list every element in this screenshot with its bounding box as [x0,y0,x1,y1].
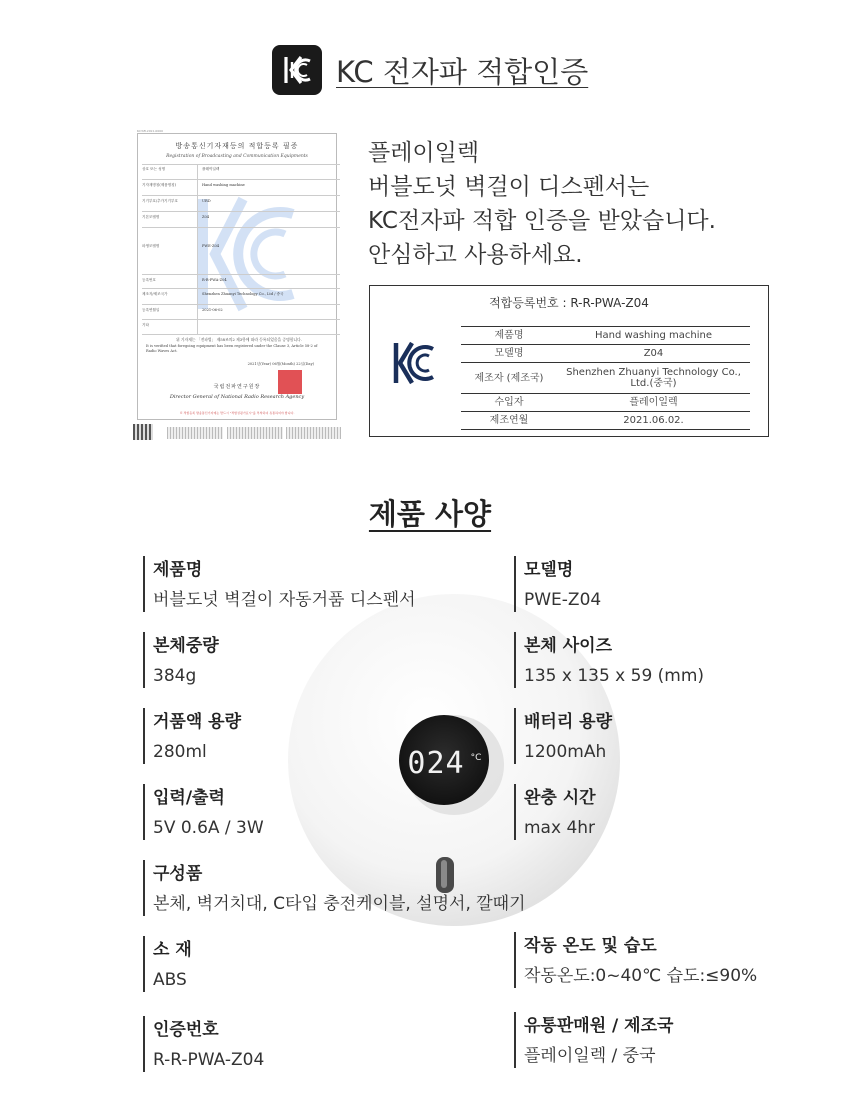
registration-label: 제조자 (제조국) [461,363,557,394]
spec-label: 입력/출력 [153,788,225,808]
certificate-doc-number: KCSR-2021-0000 [137,129,164,133]
spec-label: 소 재 [153,940,192,960]
certificate-row-value: PWE-Z04 [202,244,220,248]
registration-value: Shenzhen Zhuanyi Technology Co., Ltd.(중국) [557,363,750,394]
spec-label: 유통판매원 / 제조국 [524,1016,674,1036]
certificate-row-label: 파생모델명 [142,244,160,248]
certificate-row-label: 등록연월일 [142,308,160,312]
spec-label: 제품명 [153,560,203,580]
spec-item [514,1012,673,1068]
registration-value: 2021.06.02. [557,412,750,430]
certificate-row-value: Z04 [202,215,210,219]
spec-label: 거품액 용량 [153,712,242,732]
spec-item [514,556,601,612]
certificate-row-label: 기타 [142,323,149,327]
certificate-row-label: 기자재명칭(제품명칭) [142,183,177,187]
kc-header-title: KC 전자파 적합인증 [336,54,589,89]
spec-label: 완충 시간 [524,788,596,808]
kc-logo-icon [392,340,436,386]
spec-item [514,632,704,688]
registration-row [461,394,750,412]
certificate-divider [142,274,340,275]
spec-label: 본체 사이즈 [524,636,613,656]
spec-item [514,708,612,764]
certificate-row-label: 기기부호/추가기기부호 [142,199,178,203]
registration-value: Z04 [557,345,750,363]
certificate-frame [137,133,337,420]
spec-value: 본체, 벽거치대, C타입 충전케이블, 설명서, 깔때기 [153,894,526,914]
spec-label: 인증번호 [153,1020,219,1040]
registration-table [461,326,750,430]
certificate-row-value: URD [202,199,211,203]
barcode-strip [167,427,223,439]
spec-item [143,936,192,992]
spec-value: 280ml [153,742,207,762]
certificate-date: 2021년(Year) 06월(Month) 22일(Day) [247,362,314,366]
spec-value: 버블도넛 벽걸이 자동거품 디스펜서 [153,590,416,610]
certificate-divider [142,211,340,212]
certificate-row-label: 제조자/제조국가 [142,292,168,296]
qr-code-icon [133,424,153,440]
display-unit: °C [470,753,482,763]
spec-value: R-R-PWA-Z04 [153,1050,265,1070]
certificate-divider [142,227,340,228]
certificate-divider [142,288,340,289]
spec-value: max 4hr [524,818,596,838]
kc-header [272,44,588,96]
barcode-strip [227,427,283,439]
registration-row [461,327,750,345]
certificate-row-value: Shenzhen Zhuanyi Technology Co., Ltd / 중국 [202,292,284,296]
certificate-row-value: R-R-PWA-Z04 [202,278,227,282]
certificate-row-value: Hand washing machine [202,183,245,187]
spec-value: 135 x 135 x 59 (mm) [524,666,705,686]
spec-item [143,784,264,840]
intro-line: 플레이일렉 [368,140,480,166]
certificate-row-value: 플레이일렉 [202,167,220,171]
spec-label: 구성품 [153,864,203,884]
spec-label: 작동 온도 및 습도 [524,936,657,956]
spec-value: 작동온도:0~40℃ 습도:≤90% [524,966,758,986]
kc-logo-icon [272,45,322,95]
certificate-row-label: 등록번호 [142,278,156,282]
intro-text [368,136,838,272]
certificate-signer-en: Director General of National Radio Research Agency [169,394,305,400]
intro-line: KC전자파 적합 인증을 받았습니다. [368,208,716,234]
certificate-divider [142,164,340,165]
registration-label: 제조연월 [461,412,557,430]
certificate-divider [142,319,340,320]
spec-item [514,784,596,840]
spec-value: PWE-Z04 [524,590,602,610]
spec-item [143,556,416,612]
spec-value: 1200mAh [524,742,607,762]
spec-item [143,632,219,688]
certificate-note-en: It is verified that foregoing equipment has been registered under the Clause 3, Article 58-2 of Radio Waves Act. [146,344,318,353]
registration-box [369,285,769,437]
spec-item [143,860,526,916]
spec-section-title [0,492,860,533]
certificate-divider [142,304,340,305]
certificate-divider [142,179,340,180]
registration-label: 수입자 [461,394,557,412]
spec-value: ABS [153,970,187,990]
official-seal-icon [278,370,302,394]
certificate-signer-ko: 국립전파연구원장 [213,384,261,390]
certificate-divider [142,334,340,335]
registration-label: 모델명 [461,345,557,363]
intro-line: 버블도넛 벽걸이 디스펜서는 [368,174,650,200]
spec-item [143,708,241,764]
registration-row [461,412,750,430]
spec-value: 플레이일렉 / 중국 [524,1046,656,1066]
spec-value: 5V 0.6A / 3W [153,818,264,838]
certificate-row-label: 기본모델명 [142,215,160,219]
spec-label: 배터리 용량 [524,712,613,732]
spec-value: 384g [153,666,197,686]
barcode-strip [286,427,341,439]
registration-value: Hand washing machine [557,327,750,345]
intro-line: 안심하고 사용하세요. [368,242,583,268]
spec-label: 본체중량 [153,636,219,656]
certificate-footer: ※ 적합등록 방송통신기자재는 반드시 "적합성평가표시"를 부착하여 유통하여야 합니다. [179,411,295,415]
spec-label: 모델명 [524,560,574,580]
certificate-subtitle: Registration of Broadcasting and Communication Equipments [166,154,308,159]
certificate-title: 방송통신기자재등의 적합등록 필증 [175,142,299,150]
spec-title-text: 제품 사양 [368,497,492,531]
spec-item [514,932,757,988]
certificate-row-label: 상호 또는 성명 [142,167,166,171]
registration-title: 적합등록번호 : R-R-PWA-Z04 [489,296,649,310]
certificate-note-ko: 위 기자재는 「전파법」 제58조의2 제3항에 따라 등록되었음을 증명합니다. [176,337,302,342]
certificate-divider [197,164,198,334]
display-temperature: 024 [407,746,465,781]
certificate-row-value: 2021-06-02 [202,308,223,312]
registration-row [461,345,750,363]
certificate-divider [142,195,340,196]
kc-watermark-icon [193,189,303,319]
registration-value: 플레이일렉 [557,394,750,412]
spec-item [143,1016,264,1072]
registration-row [461,363,750,394]
certificate-document [133,128,341,420]
registration-label: 제품명 [461,327,557,345]
